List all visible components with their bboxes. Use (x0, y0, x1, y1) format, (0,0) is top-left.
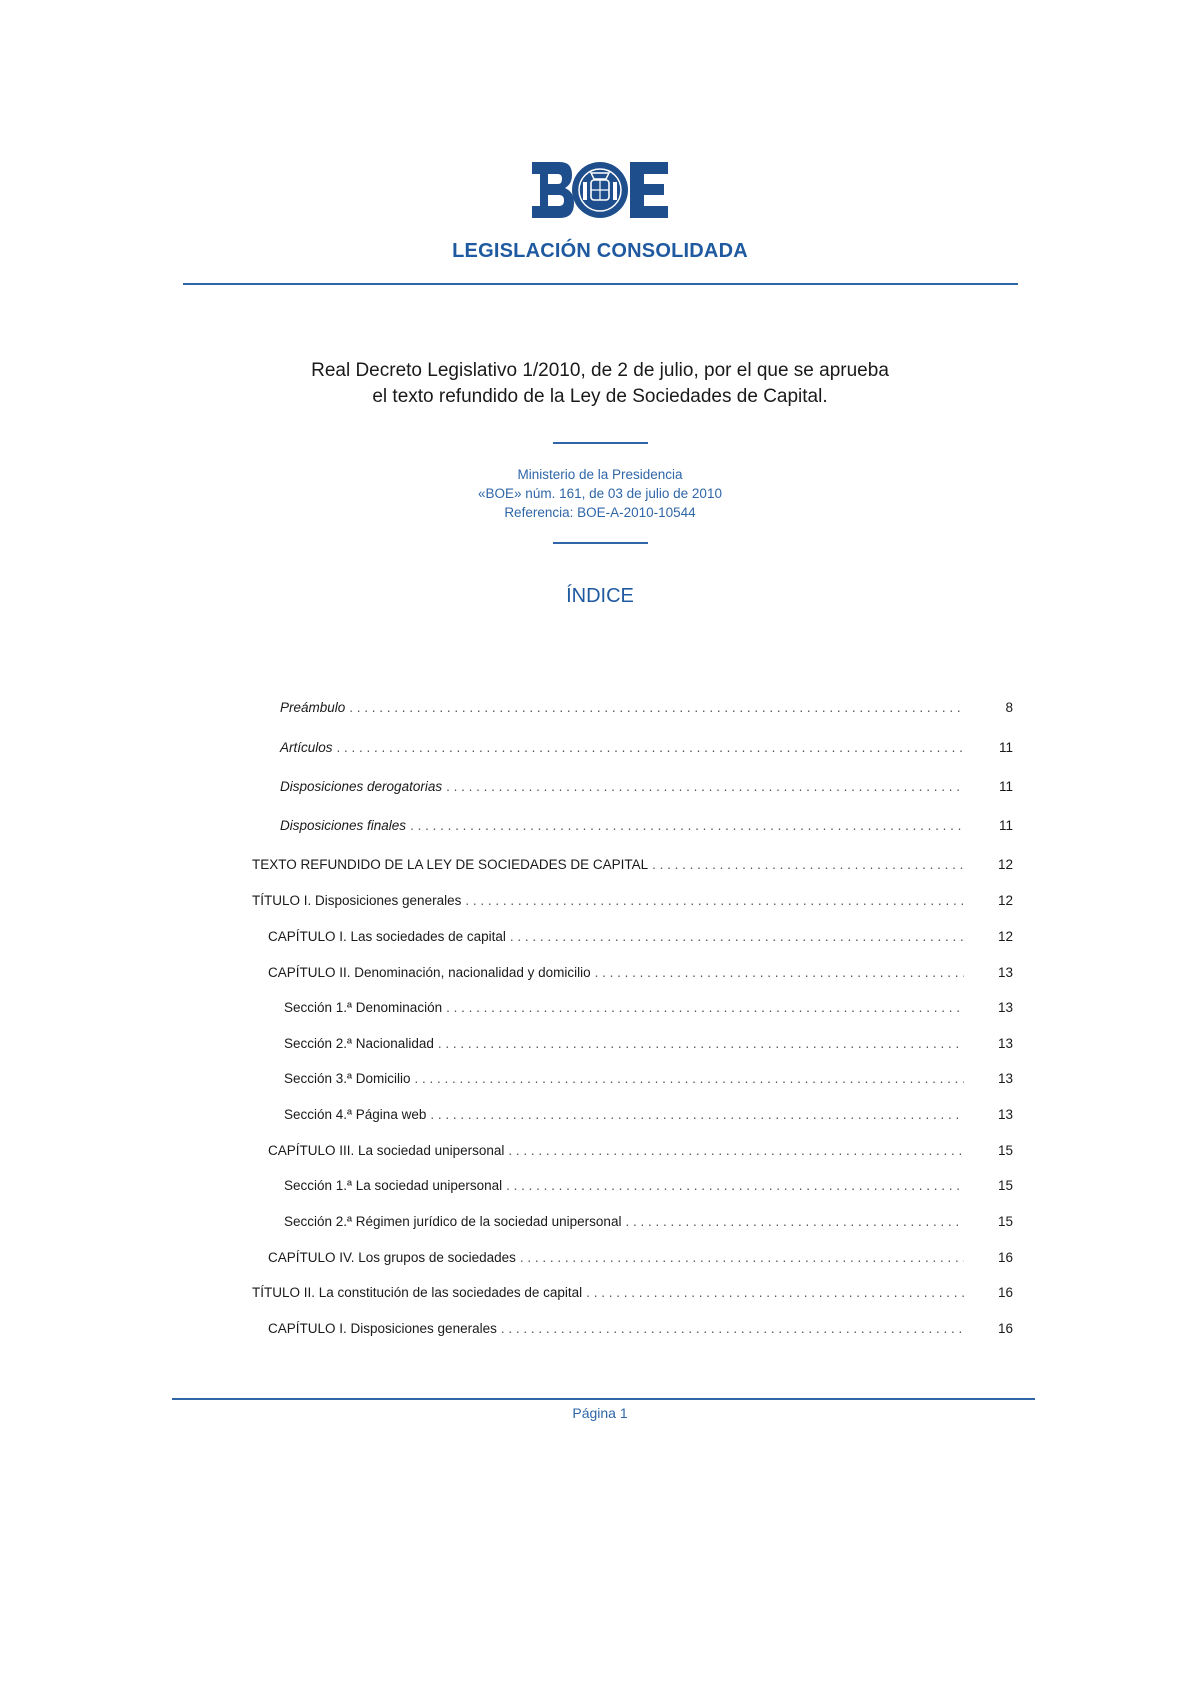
toc-entry[interactable] (284, 1036, 1013, 1056)
toc-entry-label: Artículos (280, 740, 333, 755)
toc-entry-page: 15 (997, 1214, 1013, 1229)
toc-entry-label: CAPÍTULO II. Denominación, nacionalidad y domicilio (268, 965, 591, 980)
footer-rule (172, 1398, 1035, 1400)
meta-bottom-rule (553, 542, 648, 544)
toc-leader-dots (465, 893, 964, 908)
toc-leader-dots (337, 740, 964, 755)
toc-leader-dots (349, 700, 964, 715)
document-title (0, 358, 1200, 410)
toc-entry-label: Disposiciones derogatorias (280, 779, 443, 794)
toc-entry-page: 12 (997, 929, 1013, 944)
toc-entry-label: CAPÍTULO I. Las sociedades de capital (268, 929, 506, 944)
ministry: Ministerio de la Presidencia (517, 467, 683, 482)
toc-entry-label: Sección 2.ª Régimen jurídico de la sociedad unipersonal (284, 1214, 622, 1229)
toc-leader-dots (430, 1107, 964, 1122)
toc-leader-dots (446, 779, 964, 794)
toc-entry-page: 16 (997, 1250, 1013, 1265)
toc-entry[interactable] (284, 1178, 1013, 1198)
toc-leader-dots (586, 1285, 964, 1300)
toc-entry[interactable] (252, 1285, 1013, 1305)
toc-entry-label: CAPÍTULO III. La sociedad unipersonal (268, 1143, 505, 1158)
toc-entry-label: Sección 1.ª Denominación (284, 1000, 443, 1015)
toc-entry-page: 13 (997, 1107, 1013, 1122)
toc-entry-page: 13 (997, 1000, 1013, 1015)
toc-entry[interactable] (284, 1107, 1013, 1127)
toc-entry-page: 15 (997, 1143, 1013, 1158)
toc-entry-page: 11 (998, 818, 1013, 833)
header-rule (183, 283, 1018, 285)
toc-entry-label: CAPÍTULO I. Disposiciones generales (268, 1321, 497, 1336)
toc-entry[interactable] (280, 779, 1013, 799)
toc-leader-dots (510, 929, 964, 944)
toc-entry-label: Sección 2.ª Nacionalidad (284, 1036, 434, 1051)
toc-leader-dots (501, 1321, 964, 1336)
toc-leader-dots (595, 965, 964, 980)
toc-entry[interactable] (268, 965, 1013, 985)
toc-entry[interactable] (252, 893, 1013, 913)
document-title-line-2: el texto refundido de la Ley de Sociedades de Capital. (372, 386, 828, 407)
header-title: LEGISLACIÓN CONSOLIDADA (452, 240, 748, 262)
toc-leader-dots (652, 857, 964, 872)
toc-entry-page: 12 (997, 893, 1013, 908)
toc-entry[interactable] (268, 1250, 1013, 1270)
toc-entry-label: Preámbulo (280, 700, 346, 715)
toc-entry-page: 13 (997, 1071, 1013, 1086)
publication: «BOE» núm. 161, de 03 de julio de 2010 (478, 486, 722, 501)
toc-entry[interactable] (268, 1143, 1013, 1163)
toc-leader-dots (625, 1214, 964, 1229)
toc-leader-dots (506, 1178, 964, 1193)
boe-logo (530, 160, 670, 220)
document-title-line-1: Real Decreto Legislativo 1/2010, de 2 de julio, por el que se aprueba (311, 360, 889, 381)
toc-entry[interactable] (284, 1214, 1013, 1234)
toc-leader-dots (438, 1036, 964, 1051)
toc-entry-page: 12 (997, 857, 1013, 872)
toc-entry-label: TÍTULO I. Disposiciones generales (252, 893, 462, 908)
toc-entry[interactable] (280, 818, 1013, 838)
toc-leader-dots (508, 1143, 964, 1158)
index-heading: ÍNDICE (566, 585, 634, 607)
toc-entry-page: 11 (998, 779, 1013, 794)
page-number: Página 1 (572, 1405, 628, 1421)
toc-entry-label: Sección 4.ª Página web (284, 1107, 427, 1122)
toc-entry-page: 13 (997, 1036, 1013, 1051)
toc-leader-dots (410, 818, 964, 833)
toc-entry-page: 16 (997, 1285, 1013, 1300)
toc-entry[interactable] (284, 1071, 1013, 1091)
meta-top-rule (553, 442, 648, 444)
toc-entry-page: 13 (997, 965, 1013, 980)
toc-entry-page: 11 (998, 740, 1013, 755)
toc-entry[interactable] (280, 740, 1013, 760)
toc-entry-label: Disposiciones finales (280, 818, 407, 833)
toc-leader-dots (415, 1071, 964, 1086)
toc-entry-label: TÍTULO II. La constitución de las sociedades de capital (252, 1285, 583, 1300)
toc-entry[interactable] (268, 1321, 1013, 1341)
toc-entry-page: 8 (1005, 700, 1013, 715)
toc-entry-page: 16 (997, 1321, 1013, 1336)
toc-entry[interactable] (268, 929, 1013, 949)
toc-leader-dots (520, 1250, 964, 1265)
toc-entry[interactable] (284, 1000, 1013, 1020)
toc-entry[interactable] (280, 700, 1013, 720)
reference: Referencia: BOE-A-2010-10544 (504, 505, 696, 520)
toc-entry-label: TEXTO REFUNDIDO DE LA LEY DE SOCIEDADES DE CAPITAL (252, 857, 649, 872)
document-metadata (0, 465, 1200, 522)
toc-entry-label: Sección 3.ª Domicilio (284, 1071, 411, 1086)
toc-entry[interactable] (252, 857, 1013, 877)
toc-entry-label: CAPÍTULO IV. Los grupos de sociedades (268, 1250, 516, 1265)
toc-entry-page: 15 (997, 1178, 1013, 1193)
toc-leader-dots (446, 1000, 964, 1015)
toc-entry-label: Sección 1.ª La sociedad unipersonal (284, 1178, 503, 1193)
